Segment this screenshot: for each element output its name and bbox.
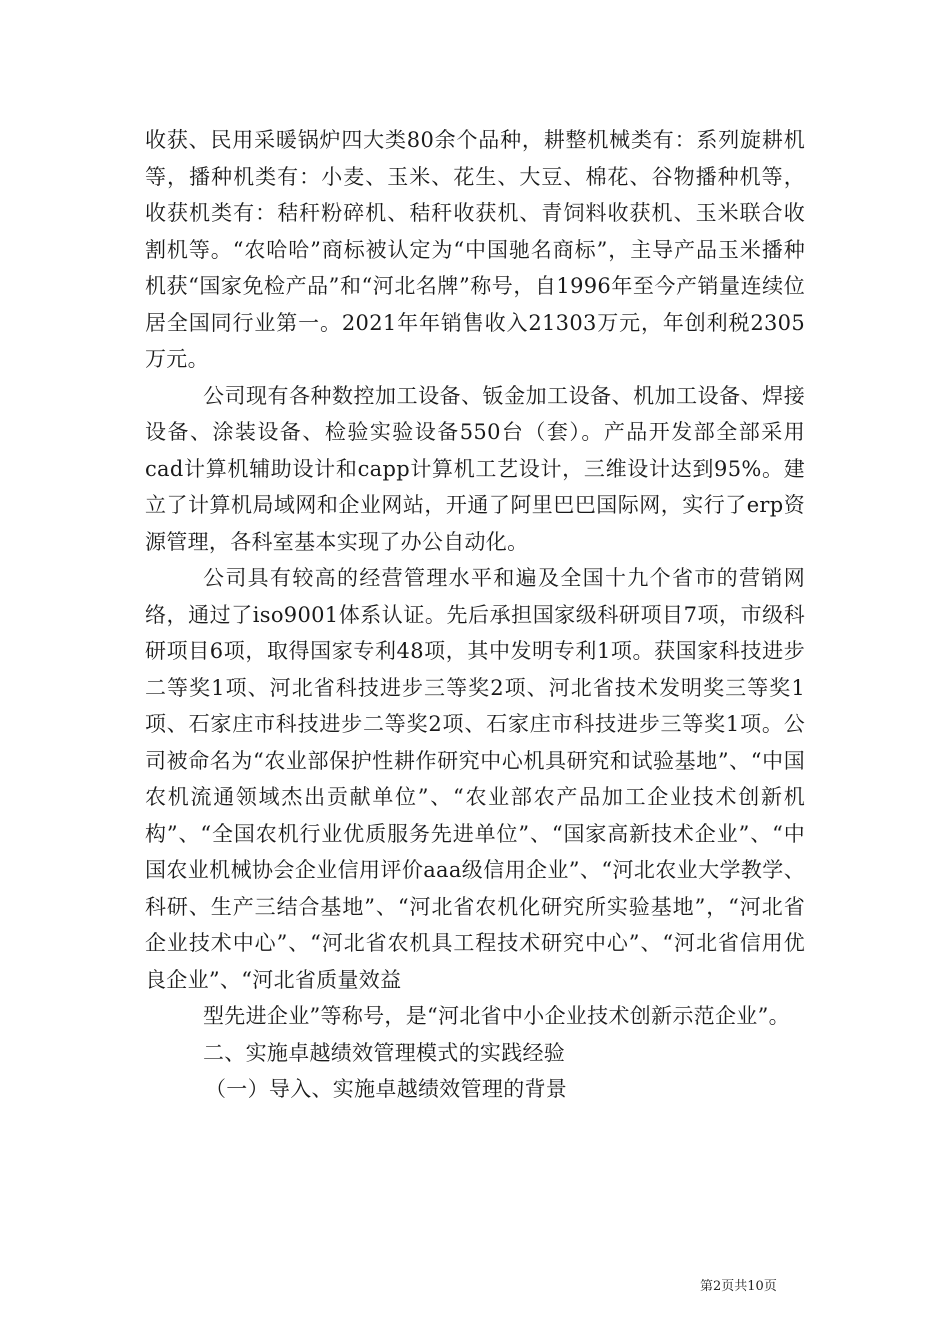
paragraph-2: 公司现有各种数控加工设备、钣金加工设备、机加工设备、焊接设备、涂装设备、检验实验设备550台（套）。产品开发部全部采用cad计算机辅助设计和capp计算机工艺设计，三维设计达到95%。建立了计算机局域网和企业网站，开通了阿里巴巴国际网，实行了erp资源管理，各科室基本实现了办公自动化。 bbox=[145, 383, 805, 554]
paragraph-1: 收获、民用采暖锅炉四大类80余个品种，耕整机械类有：系列旋耕机等，播种机类有：小麦、玉米、花生、大豆、棉花、谷物播种机等，收获机类有：秸秆粉碎机、秸秆收获机、青饲料收获机、玉米联合收割机等。“农哈哈”商标被认定为“中国驰名商标”，主导产品玉米播种机获“国家免检产品”和“河北名牌”称号，自1996年至今产销量连续位居全国同行业第一。2021年年销售收入21303万元，年创利税2305万元。 bbox=[145, 128, 805, 371]
paragraph-4: 型先进企业”等称号，是“河北省中小企业技术创新示范企业”。 bbox=[203, 1004, 790, 1028]
document-body bbox=[145, 122, 805, 1108]
page-number-footer: 第2页共10页 bbox=[700, 1279, 777, 1294]
subsection-heading: （一）导入、实施卓越绩效管理的背景 bbox=[205, 1077, 568, 1101]
paragraph-3: 公司具有较高的经营管理水平和遍及全国十九个省市的营销网络，通过了iso9001体系认证。先后承担国家级科研项目7项，市级科研项目6项，取得国家专利48项，其中发明专利1项。获国家科技进步二等奖1项、河北省科技进步三等奖2项、河北省技术发明奖三等奖1项、石家庄市科技进步二等奖2项、石家庄市科技进步三等奖1项。公司被命名为“农业部保护性耕作研究中心机具研究和试验基地”、“中国农机流通领域杰出贡献单位”、“农业部农产品加工企业技术创新机构”、“全国农机行业优质服务先进单位”、“国家高新技术企业”、“中国农业机械协会企业信用评价aaa级信用企业”、“河北农业大学教学、科研、生产三结合基地”、“河北省农机化研究所实验基地”，“河北省企业技术中心”、“河北省农机具工程技术研究中心”、“河北省信用优良企业”、“河北省质量效益 bbox=[145, 566, 805, 992]
section-heading: 二、实施卓越绩效管理模式的实践经验 bbox=[203, 1040, 566, 1065]
